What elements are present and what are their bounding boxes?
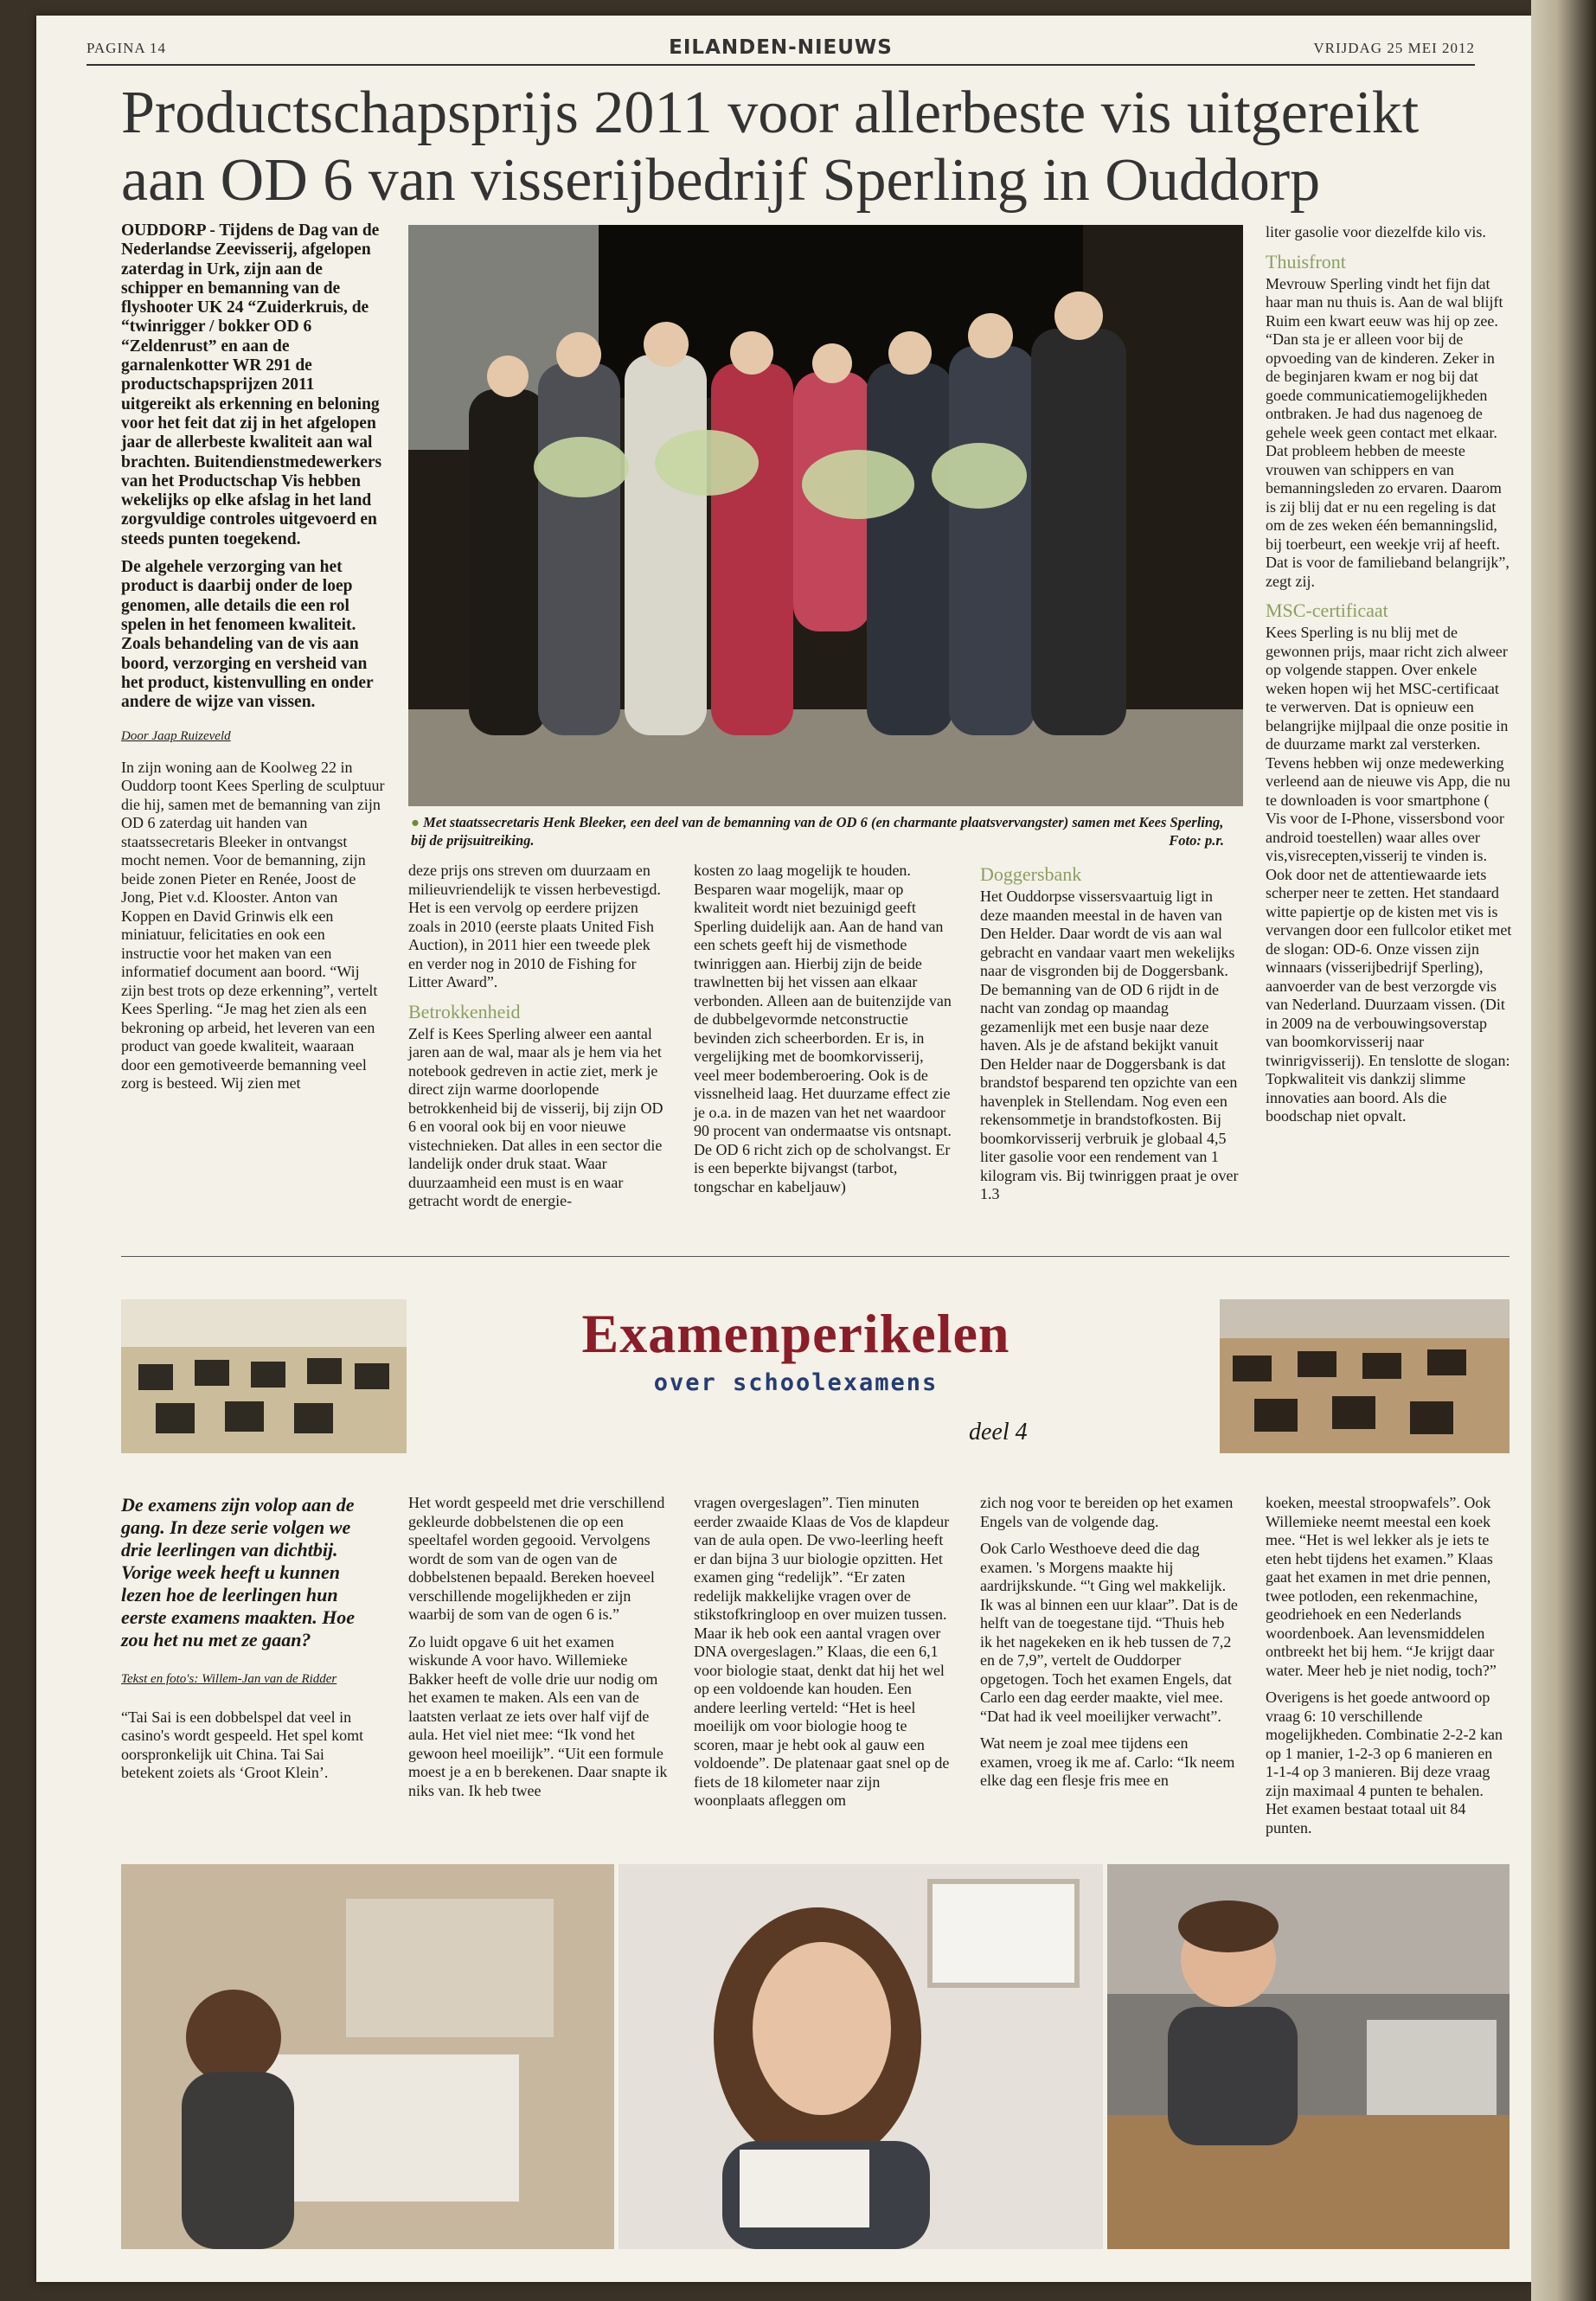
article2-col2-p2: Zo luidt opgave 6 uit het examen wiskunde A voor havo. Willemieke Bakker heeft de volle drie uur nodig om het examen te maken. Als een van de laatsten verlaat ze iets over half vijf de aula. Het viel niet mee: “Ik vond het gewoon heel moeilijk”. “Uit een formule moest je a en b berekenen. Daar snapte ik niks van. Ik heb twee — [408, 1632, 668, 1799]
exam-hall-thumbnail-left — [121, 1299, 407, 1453]
photo-illustration — [408, 225, 1243, 806]
examenperikelen-title: Examenperikelen — [581, 1303, 1010, 1364]
photo-caption — [411, 813, 1224, 849]
masthead — [87, 33, 1475, 66]
article1-col2-p1: deze prijs ons streven om duurzaam en milieuvriendelijk te vissen herbevestigd. Het is een vervolg op eerdere prijzen zoals in 2010 (eerste plaats United Fish Auction), in 2011 hier een tweede plek en verder nog in 2010 de Fishing for Litter Award”. — [408, 862, 661, 990]
article2-col4-p2: Ook Carlo Westhoeve deed die dag examen. 's Morgens maakte hij aardrijkskunde. “'t Ging wel makkelijk. Ik was al binnen een uur klaar”. Dat is de helft van de toegestane tijd. “Thuis heb ik het nagekeken en ik heb tussen de 7,2 en de 7,9”, vertelt de Ouddorper opgetogen. Toch het examen Engels, dat Carlo een dag eerder maakte, viel mee. “Dat had ik veel moeilijker verwacht”. — [980, 1540, 1238, 1725]
article2-column-5 — [1266, 1494, 1508, 1846]
article1-intro-p1: OUDDORP - Tijdens de Dag van de Nederlandse Zeevisserij, afgelopen zaterdag in Urk, zijn aan de schipper en bemanning van de flyshooter UK 24 “Zuiderkruis, de “twinrigger / bokker OD 6 “Zeldenrust” en aan de garnalenkotter WR 291 de productschapsprijzen 2011 uitgereikt als erkenning en beloning voor het feit dat zij in het afgelopen jaar de allerbeste kwaliteit aan wal brachten. Buitendienstmedewerkers van het Productschap Vis hebben wekelijks op elke afslag in het land zorgvuldige controles uitgevoerd en steeds punten toegekend. — [121, 221, 382, 548]
article1-column-4 — [980, 862, 1240, 1213]
newspaper-name: EILANDEN-NIEUWS — [669, 36, 893, 59]
article2-column-1 — [121, 1494, 381, 1791]
subhead-doggersbank: Doggersbank — [980, 863, 1082, 885]
article1-column-2 — [408, 862, 668, 1220]
student-illustration-center — [619, 1864, 1103, 2249]
article1-col5-p2: Mevrouw Sperling vindt het fijn dat haar man nu thuis is. Aan de wal blijft Ruim een kwart eeuw was hij op zee. “Dan sta je er alleen voor bij de opvoeding van de kinderen. Zeker in de beginjaren kwam er nog bij dat goede communicatiemogelijkheden ontbraken. Je had dus nagenoeg de gehele week geen contact met elkaar. Dat probleem hebben de meeste vrouwen van schippers en van bemanningsleden zo ervaren. Daarom is zij blij dat er nu een regeling is dat om de zes weken één bemanningslid, bij toerbeurt, een weekje vrij af heeft. Dat is voor de familieband belangrijk”, zegt zij. — [1266, 274, 1509, 590]
student-illustration-left — [121, 1864, 614, 2249]
award-ceremony-photo — [408, 225, 1243, 806]
student-photo-right — [1107, 1864, 1509, 2249]
subhead-thuisfront: Thuisfront — [1266, 250, 1346, 272]
headline-line-2: aan OD 6 van visserijbedrijf Sperling in Ouddorp — [121, 147, 1321, 214]
next-page-edge — [1531, 0, 1596, 2301]
article1-col2-p2: Zelf is Kees Sperling alweer een aantal jaren aan de wal, maar als je hem via het notebook gedreven in actie ziet, merk je direct zijn warme doorlopende betrokkenheid bij de visserij, bij zijn OD 6 en vooral ook bij en voor nieuwe vistechnieken. Dat alles in een sector die landelijk onder druk staat. Waar duurzaamheid een must is en waar getracht wordt de energie- — [408, 1024, 663, 1209]
article1-col5-p3: Kees Sperling is nu blij met de gewonnen prijs, maar richt zich alweer op volgende stappen. Over enkele weken hopen wij het MSC-certificaat te verwerven. Dat is opnieuw een belangrijke mijlpaal die onze positie in de duurzame markt zal versterken. Tevens hebben wij onze medewerking verleend aan de nieuwe vis App, die nu te downloaden is voor smartphone ( Vis voor de I-Phone, vissersbond voor android toestellen) waar alles over vis,visrecepten,visserij te vinden is. Ook door net de attentiewaarde iets scherper neer te zetten. Het standaard witte papiertje op de kisten met vis is vervangen door een fullcolor etiket met de slogan: OD-6. Onze vissen zijn winnaars (visserijbedrijf Sperling), aanvoerder van de best verzorgde vis van Nederland. Duurzaam vissen. (Dit in 2009 na de verbouwingsoverstap van boomkorvisserij naar twinrigvisserij). En tenslotte de slogan: Topkwaliteit vis dankzij slimme innovaties aan boord. Als die boodschap niet opvalt. — [1266, 624, 1512, 1125]
article2-intro: De examens zijn volop aan de gang. In deze serie volgen we drie leerlingen van dichtbij. Vorige week heeft u kunnen lezen hoe de leerlingen hun eerste examens maakten. Hoe zou het nu met ze gaan? — [121, 1494, 356, 1650]
article1-intro-p2: De algehele verzorging van het product is daarbij onder de loep genomen, alle details die een rol spelen in het fenomeen kwaliteit. Zoals behandeling van de vis aan boord, verzorging en versheid van het product, kistenvulling en onder andere de wijze van vissen. — [121, 558, 374, 712]
article2-col1-p1: “Tai Sai is een dobbelspel dat veel in casino's wordt gespeeld. Het spel komt oorspronkelijk uit China. Tai Sai betekent zoiets als ‘Groot Klein’. — [121, 1708, 364, 1781]
article2-col4-p1: zich nog voor te bereiden op het examen Engels van de volgende dag. — [980, 1494, 1234, 1530]
article1-col1-body: In zijn woning aan de Koolweg 22 in Ouddorp toont Kees Sperling de sculptuur die hij, samen met de bemanning van zijn OD 6 zaterdag uit handen van staatssecretaris Bleeker in ontvangst mocht nemen. Voor de bemanning, zijn beide zonen Pieter en Renée, Joost de Jong, Piet v.d. Klooster. Anton van Koppen en David Grinwis elk een miniatuur, felicitaties en ook een instructie voor het maken van een informatief document aan boord. “Wij zijn best trots op deze erkenning”, vertelt Kees Sperling. “Je mag het zien als een bekroning op arbeid, het leveren van een product van goede kwaliteit, waaraan door een gemotiveerde bemanning veel zorg is besteed. Wij zien met — [121, 758, 385, 1093]
subhead-msc-certificaat: MSC-certificaat — [1266, 599, 1388, 621]
exam-hall-illustration-right — [1220, 1299, 1509, 1453]
examenperikelen-subtitle: over schoolexamens — [653, 1369, 939, 1396]
article1-column-3 — [694, 862, 953, 1205]
article2-col5-p2: Overigens is het goede antwoord op vraag 6: 10 verschillende mogelijkheden. Combinatie 2-2-2 kan op 1 manier, 1-2-3 op 6 manieren en 1-1-4 op 3 manieren. Bij deze vraag zijn maximaal 4 punten te behalen. Het examen bestaat totaal uit 84 punten. — [1266, 1689, 1503, 1836]
exam-hall-thumbnail-right — [1220, 1299, 1509, 1453]
article1-col5-p1: liter gasolie voor diezelfde kilo vis. — [1266, 223, 1486, 240]
article2-column-3 — [694, 1494, 953, 1819]
article1-col3-p1: kosten zo laag mogelijk te houden. Besparen waar mogelijk, maar op kwaliteit wordt niet bezuinigd geeft Sperling duidelijk aan. Aan de hand van een schets geeft hij de vismethode twinriggen aan. Hierbij zijn de beide trawlnetten bij het vissen aan elkaar verbonden. Alleen aan de buitenzijde van de dubbelgevormde netconstructie bevinden zich scheerborden. Er is, in vergelijking met de boomkorvisserij, veel meer bodemberoering. Ook is de vissnelheid laag. Het duurzame effect zie je o.a. in de mazen van het net waardoor 90 procent van ondermaatse vis ontsnapt. De OD 6 richt zich op de scholvangst. Er is een beperkte bijvangst (tarbot, tongschar en kabeljauw) — [694, 862, 952, 1195]
exam-hall-illustration-left — [121, 1299, 407, 1453]
series-part-label: deel 4 — [969, 1419, 1028, 1445]
article2-col2-p1: Het wordt gespeeld met drie verschillend gekleurde dobbelstenen die op een speeltafel worden gegooid. Vervolgens wordt de som van de ogen van de dobbelstenen bepaald. Bereken hoeveel verschillende mogelijkheden er zijn waarbij de som van de ogen 6 is.” — [408, 1494, 665, 1623]
article1-column-1 — [121, 221, 386, 1102]
caption-bullet-icon: ● — [411, 814, 424, 830]
article-headline — [121, 80, 1471, 215]
photo-credit: Foto: p.r. — [1169, 832, 1224, 849]
article1-column-5 — [1266, 223, 1512, 1135]
article1-col4-p1: Het Ouddorpse vissersvaartuig ligt in deze maanden meestal in de haven van Den Helder. Daar wordt de vis aan wal gebracht en vandaar vaart men wekelijks naar de visgronden bij de Doggersbank. De bemanning van de OD 6 rijdt in de nacht van zondag op maandag gezamenlijk met een busje naar deze haven. Als je de afstand bekijkt vanuit Den Helder naar de Doggersbank is dat brandstof besparend ten opzichte van een havenplek in Stellendam. Nog even een rekensommetje in brandstofkosten. Bij boomkorvisserij verbruik je globaal 4,5 liter gasolie voor een rendement van 1 kilogram vis. Bij twinriggen praat je over 1.3 — [980, 888, 1239, 1202]
article2-col5-p1: koeken, meestal stroopwafels”. Ook Willemieke neemt meestal een koek mee. “Het is wel lekker als je iets te eten hebt tijdens het examen.” Klaas gaat het examen in met drie pennen, twee potloden, een rekenmachine, geodriehoek en een Nederlands woordenboek. Aan levensmiddelen ontbreekt het bij hem. “Je krijgt daar water. Meer heb je niet nodig, toch?” — [1266, 1494, 1497, 1679]
headline-line-1: Productschapsprijs 2011 voor allerbeste vis uitgereikt — [121, 80, 1420, 146]
article2-col3-p1: vragen overgeslagen”. Tien minuten eerder zwaaide Klaas de Vos de klapdeur van de aula open. De vwo-leerling heeft er dan bijna 3 uur biologie opzitten. Het examen ging “redelijk”. “Er zaten redelijk makkelijke vragen over de stikstofkringloop en over muizen tussen. Maar ik heb ook een aantal vragen over DNA overgeslagen.” Klaas, die een 6,1 voor biologie staat, denkt dat hij het wel op een voldoende kan houden. Een andere leerling verteld: “Het is heel moeilijk om voor biologie hoog te scoren, maar je hebt ook al gauw een voldoende”. De platenaar gaat snel op de fiets de 18 kilometer naar zijn woonplaats afleggen om — [694, 1494, 950, 1809]
article2-col4-p3: Wat neem je zoal mee tijdens een examen, vroeg ik me af. Carlo: “Ik neem elke dag een flesje fris mee en — [980, 1734, 1235, 1789]
issue-date: VRIJDAG 25 MEI 2012 — [1313, 40, 1475, 56]
student-photo-center — [619, 1864, 1103, 2249]
article2-byline: Tekst en foto's: Willem-Jan van de Ridder — [121, 1672, 337, 1686]
page-number: PAGINA 14 — [87, 40, 166, 56]
section-divider — [121, 1256, 1509, 1257]
student-photo-left — [121, 1864, 614, 2249]
subhead-betrokkenheid: Betrokkenheid — [408, 1000, 521, 1022]
student-photos-strip — [121, 1864, 1509, 2249]
article2-column-2 — [408, 1494, 668, 1809]
caption-text: Met staatssecretaris Henk Bleeker, een deel van de bemanning van de OD 6 (en charmante plaatsvervangster) samen met Kees Sperling, bij de prijsuitreiking. — [411, 814, 1224, 849]
article1-byline: Door Jaap Ruizeveld — [121, 729, 231, 744]
student-illustration-right — [1107, 1864, 1509, 2249]
article2-column-4 — [980, 1494, 1240, 1799]
